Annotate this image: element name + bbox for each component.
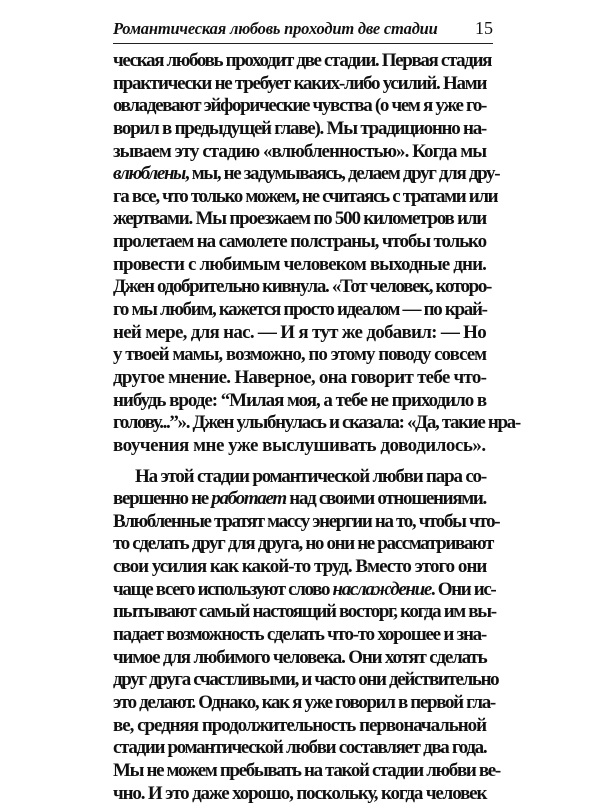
text-line: Влюбленные тратят массу энергии на то, чтобы что- xyxy=(113,511,486,534)
running-title: Романтическая любовь проходит две стадии xyxy=(113,19,438,39)
text-run: , мы, не задумываясь, делаем друг для дру- xyxy=(185,163,499,184)
text-line: га все, что только можем, не считаясь с тратами или xyxy=(113,186,486,209)
paragraph xyxy=(113,466,486,805)
text-line xyxy=(113,579,486,602)
text-line: то сделать друг для друга, но они не рассматривают xyxy=(113,533,486,556)
header-rule xyxy=(113,43,493,44)
text-line: пытывают самый настоящий восторг, когда им вы- xyxy=(113,601,486,624)
text-line: На этой стадии романтической любви пара со- xyxy=(113,466,486,489)
text-line: ческая любовь проходит две стадии. Первая стадия xyxy=(113,50,486,73)
text-line xyxy=(113,163,486,186)
text-line xyxy=(113,488,486,511)
text-line: ве, средняя продолжительность первоначальной xyxy=(113,715,486,738)
text-line: другое мнение. Наверное, она говорит тебе что- xyxy=(113,367,486,390)
text-line: практически не требует каких-либо усилий. Нами xyxy=(113,73,486,96)
text-run: над своими отношениями. xyxy=(286,488,486,509)
text-line: зываем эту стадию «влюбленностью». Когда мы xyxy=(113,141,486,164)
text-line: ней мере, для нас. — И я тут же добавил: — Но xyxy=(113,322,486,345)
emphasis-text: влюблены xyxy=(113,163,185,184)
text-run: вершенно не xyxy=(113,488,211,509)
paragraph-gap xyxy=(113,458,486,466)
text-line: друг друга счастливыми, и часто они действительно xyxy=(113,669,486,692)
emphasis-text: работает xyxy=(211,488,286,509)
text-line: провести с любимым человеком выходные дни. xyxy=(113,254,486,277)
text-line: чно. И это даже хорошо, поскольку, когда человек xyxy=(113,783,486,805)
text-line: овладевают эйфорические чувства (о чем я уже го- xyxy=(113,95,486,118)
text-line: Мы не можем пребывать на такой стадии любви ве- xyxy=(113,760,486,783)
emphasis-text: наслаждение xyxy=(333,579,431,600)
text-line: падает возможность сделать что-то хорошее и зна- xyxy=(113,624,486,647)
text-run: . Они ис- xyxy=(431,579,495,600)
running-head xyxy=(113,10,493,42)
text-line: жертвами. Мы проезжаем по 500 километров или xyxy=(113,208,486,231)
text-line: свои усилия как какой-то труд. Вместо этого они xyxy=(113,556,486,579)
body-text xyxy=(113,50,486,805)
text-line: Джен одобрительно кивнула. «Тот человек, которо- xyxy=(113,276,486,299)
page-number: 15 xyxy=(475,18,493,39)
text-run: чаще всего используют слово xyxy=(113,579,333,600)
text-line: нибудь вроде: “Милая моя, а тебе не приходило в xyxy=(113,390,486,413)
text-line: чимое для любимого человека. Они хотят сделать xyxy=(113,647,486,670)
text-line: это делают. Однако, как я уже говорил в первой гла- xyxy=(113,692,486,715)
text-line: стадии романтической любви составляет два года. xyxy=(113,737,486,760)
text-line: го мы любим, кажется просто идеалом — по край- xyxy=(113,299,486,322)
text-line: ворил в предыдущей главе). Мы традиционно на- xyxy=(113,118,486,141)
text-line: у твоей мамы, возможно, по этому поводу совсем xyxy=(113,344,486,367)
paragraph xyxy=(113,50,486,458)
text-line: воучения мне уже выслушивать доводилось». xyxy=(113,435,486,458)
text-line: голову...”». Джен улыбнулась и сказала: «Да, такие нра- xyxy=(113,412,486,435)
text-line: пролетаем на самолете полстраны, чтобы только xyxy=(113,231,486,254)
